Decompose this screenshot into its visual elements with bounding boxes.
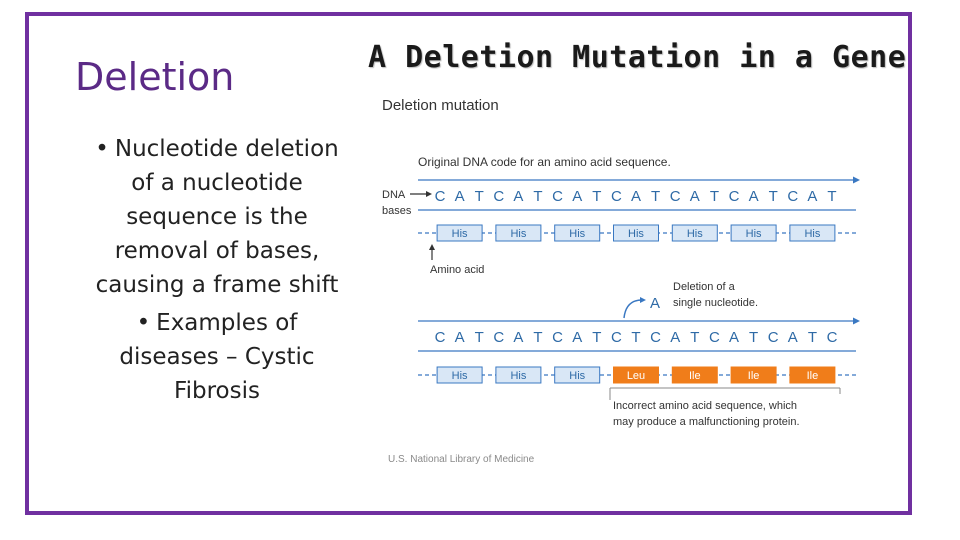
dna-base-letter: T — [807, 329, 817, 346]
original-sequence-label: Original DNA code for an amino acid sequence. — [418, 155, 671, 169]
amino-acid-label: His — [686, 228, 703, 240]
amino-acid-label: His — [451, 228, 468, 240]
dna-base-letter: A — [670, 329, 681, 346]
amino-acid-label: Ile — [747, 370, 760, 382]
dna-base-letter: C — [552, 188, 564, 205]
deletion-diagram-svg — [370, 88, 870, 478]
dna-base-letter: C — [787, 188, 799, 205]
amino-acid-label: Leu — [626, 370, 646, 382]
bullet-text: Examples of diseases – Cystic Fibrosis — [119, 310, 315, 404]
dna-base-letter: T — [827, 188, 837, 205]
dna-base-letter: C — [493, 329, 505, 346]
amino-acid-label: Amino acid — [430, 264, 485, 276]
amino-acid-pointer-arrow-icon — [429, 244, 435, 260]
dna-base-letter: T — [533, 329, 543, 346]
amino-acid-label: Ile — [806, 370, 819, 382]
deletion-arrow-icon — [624, 297, 646, 318]
dna-base-letter: T — [631, 329, 641, 346]
amino-acid-label: His — [804, 228, 821, 240]
dna-base-letter: C — [610, 329, 622, 346]
bullet-item-examples — [92, 306, 342, 408]
dna-base-letter: C — [767, 329, 779, 346]
diagram-heading: Deletion mutation — [382, 97, 499, 114]
bullet-list — [92, 132, 342, 412]
diagram-title: A Deletion Mutation in a Gene — [368, 40, 907, 75]
dna-base-letter: T — [592, 188, 602, 205]
deletion-label-line1: Deletion of a — [673, 281, 735, 293]
dna-base-letter: C — [669, 188, 681, 205]
dna-base-letter: T — [709, 188, 719, 205]
dna-base-letter: T — [592, 329, 602, 346]
dna-base-letter: C — [650, 329, 662, 346]
dna-base-letter: A — [689, 188, 700, 205]
dna-base-letter: A — [787, 329, 798, 346]
dna-base-letter: T — [768, 188, 778, 205]
dna-base-letter: C — [434, 188, 446, 205]
slide-left-title: Deletion — [75, 55, 235, 99]
incorrect-sequence-label-line1: Incorrect amino acid sequence, which — [613, 400, 798, 412]
dna-base-letter: C — [493, 188, 505, 205]
amino-acid-label: His — [628, 228, 644, 240]
deletion-label-line2: single nucleotide. — [673, 297, 759, 309]
dna-base-letter: T — [690, 329, 700, 346]
bullet-dot-icon: • — [95, 136, 109, 162]
dna-base-letter: C — [826, 329, 838, 346]
dna-base-letter: C — [552, 329, 564, 346]
amino-acid-label: His — [510, 228, 527, 240]
deleted-base-letter: A — [650, 295, 661, 312]
dna-base-letter: A — [728, 329, 740, 346]
dna-base-letter: A — [513, 188, 524, 205]
original-amino-row — [437, 225, 835, 241]
credit-text: U.S. National Library of Medicine — [388, 454, 535, 465]
incorrect-sequence-bracket — [610, 388, 840, 400]
dna-base-letter: T — [474, 188, 484, 205]
bullet-dot-icon: • — [136, 310, 151, 336]
incorrect-sequence-label-line2: may produce a malfunctioning protein. — [613, 416, 800, 428]
dna-base-letter: C — [610, 188, 622, 205]
bases-label: bases — [382, 205, 412, 217]
dna-base-letter: A — [572, 329, 583, 346]
dna-base-letter: T — [651, 188, 661, 205]
dna-base-letter: A — [454, 188, 465, 205]
dna-base-letter: T — [533, 188, 543, 205]
amino-acid-label: Ile — [688, 370, 701, 382]
dna-base-letter: T — [474, 329, 484, 346]
mutated-amino-row — [437, 367, 835, 383]
dna-pointer-arrow-icon — [410, 191, 432, 197]
original-bases-row — [435, 188, 837, 205]
amino-acid-label: His — [451, 370, 468, 382]
dna-base-letter: A — [807, 188, 818, 205]
dna-label: DNA — [382, 189, 406, 201]
amino-acid-label: His — [745, 228, 762, 240]
dna-base-letter: A — [630, 188, 642, 205]
dna-base-letter: A — [748, 188, 759, 205]
bullet-item-definition — [92, 132, 342, 302]
amino-acid-label: His — [510, 370, 527, 382]
dna-base-letter: C — [434, 329, 446, 346]
dna-base-letter: A — [454, 329, 465, 346]
dna-base-letter: C — [728, 188, 740, 205]
dna-base-letter: A — [513, 329, 524, 346]
deletion-diagram — [370, 88, 870, 478]
dna-base-letter: A — [572, 188, 583, 205]
dna-base-letter: C — [708, 329, 720, 346]
amino-acid-label: His — [569, 228, 586, 240]
amino-acid-label: His — [569, 370, 586, 382]
dna-base-letter: T — [749, 329, 759, 346]
bullet-text: Nucleotide deletion of a nucleotide sequence is the removal of bases, causing a frame shift — [95, 136, 339, 298]
mutated-bases-row — [435, 329, 838, 346]
